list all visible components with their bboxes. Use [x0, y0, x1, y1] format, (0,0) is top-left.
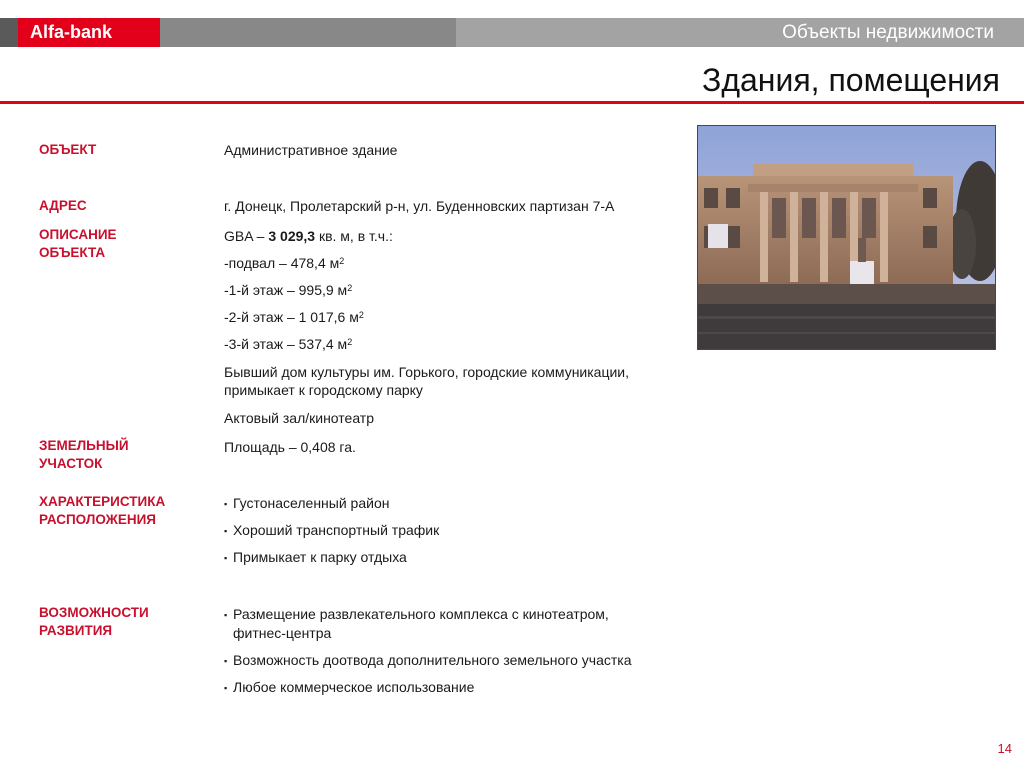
value-address: г. Донецк, Пролетарский р-н, ул. Буденновских партизан 7-А [224, 198, 615, 214]
location-item [224, 494, 389, 513]
header-bar [0, 18, 1024, 47]
bullet-icon: ▪ [224, 683, 228, 693]
building-photo [697, 125, 996, 350]
sup-floor1: 2 [347, 283, 353, 293]
label-land-line2: УЧАСТОК [39, 456, 103, 471]
sup-basement: 2 [339, 256, 345, 266]
building-photo-image [698, 126, 996, 350]
development-item-text: Любое коммерческое использование [233, 679, 475, 695]
value-floor-3 [224, 335, 352, 353]
header-bar-right [456, 18, 1024, 47]
value-floor-1 [224, 281, 352, 299]
location-item-text: Густонаселенный район [233, 495, 390, 511]
value-floor-2 [224, 308, 364, 326]
title-divider [0, 101, 1024, 104]
development-item-text: Возможность доотвода дополнительного земельного участка [233, 652, 632, 668]
sup-floor2: 2 [358, 310, 364, 320]
label-location-line1: ХАРАКТЕРИСТИКА [39, 494, 166, 509]
bullet-icon: ▪ [224, 656, 228, 666]
header-bar-middle [160, 18, 456, 47]
brand-logo: Alfa-bank [18, 18, 160, 47]
floor3-text: -3-й этаж – 537,4 м [224, 336, 348, 352]
development-item-continuation: фитнес-центра [233, 625, 332, 641]
development-item [224, 651, 632, 670]
label-location-line2: РАСПОЛОЖЕНИЯ [39, 512, 157, 527]
gba-prefix: GBA – [224, 228, 269, 244]
development-item [224, 678, 474, 697]
location-item-text: Примыкает к парку отдыха [233, 549, 407, 565]
value-basement [224, 254, 344, 272]
value-history [224, 363, 629, 399]
page-number: 14 [997, 741, 1012, 756]
label-development-line1: ВОЗМОЖНОСТИ [39, 605, 149, 620]
development-item [224, 605, 609, 642]
label-address: АДРЕС [39, 198, 87, 213]
label-description-line1: ОПИСАНИЕ [39, 227, 117, 242]
value-hall: Актовый зал/кинотеатр [224, 410, 375, 426]
label-location [39, 493, 165, 529]
label-object: ОБЪЕКТ [39, 142, 97, 157]
location-item [224, 548, 407, 567]
section-title: Объекты недвижимости [782, 22, 994, 43]
location-item [224, 521, 439, 540]
bullet-icon: ▪ [224, 526, 228, 536]
sup-floor3: 2 [347, 337, 353, 347]
label-development-line2: РАЗВИТИЯ [39, 623, 113, 638]
page-title: Здания, помещения [701, 62, 1000, 98]
label-development [39, 604, 149, 640]
label-description [39, 226, 117, 262]
basement-text: -подвал – 478,4 м [224, 255, 340, 271]
bullet-icon: ▪ [224, 610, 228, 620]
development-item-text: Размещение развлекательного комплекса с кинотеатром, [233, 606, 609, 622]
history-line2: примыкает к городскому парку [224, 382, 423, 398]
label-description-line2: ОБЪЕКТА [39, 245, 106, 260]
value-land: Площадь – 0,408 га. [224, 439, 356, 455]
bullet-icon: ▪ [224, 499, 228, 509]
gba-value: 3 029,3 [268, 228, 316, 244]
label-land-line1: ЗЕМЕЛЬНЫЙ [39, 438, 129, 453]
floor2-text: -2-й этаж – 1 017,6 м [224, 309, 359, 325]
value-object: Административное здание [224, 142, 398, 158]
location-item-text: Хороший транспортный трафик [233, 522, 440, 538]
bullet-icon: ▪ [224, 553, 228, 563]
gba-suffix: кв. м, в т.ч.: [315, 228, 393, 244]
value-gba [224, 227, 393, 245]
label-land [39, 437, 129, 473]
floor1-text: -1-й этаж – 995,9 м [224, 282, 348, 298]
history-line1: Бывший дом культуры им. Горького, городские коммуникации, [224, 364, 630, 380]
